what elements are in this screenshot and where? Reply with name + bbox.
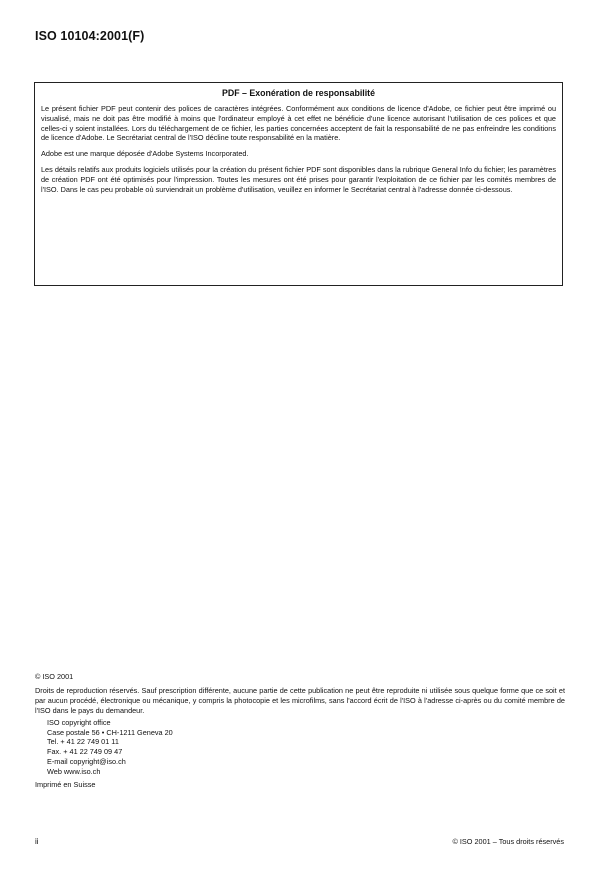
disclaimer-title: PDF – Exonération de responsabilité [221,88,375,98]
address-web: Web www.iso.ch [47,767,101,777]
page-number: ii [35,837,39,846]
footer-copyright: © ISO 2001 – Tous droits réservés [452,837,564,846]
copyright-block [35,672,565,790]
address-fax: Fax. + 41 22 749 09 47 [47,747,123,757]
address-email: E-mail copyright@iso.ch [47,757,126,767]
pdf-disclaimer-box [34,82,563,286]
disclaimer-paragraph-details: Les détails relatifs aux produits logiciels utilisés pour la création du présent fichier PDF sont disponibles dans la rubrique General Info du fichier; les paramètres de création PDF ont été optimisés pour l'impression. Toutes les mesures ont été prises pour garantir l'exploitation de ce fichier par les comités membres de l'ISO. Dans le cas peu probable où surviendrait un problème d'utilisation, veuillez en informer le Secrétariat central à l'adresse donnée ci-dessous. [41,164,556,194]
iso-address-block [47,718,565,777]
printed-in-text: Imprimé en Suisse [35,780,96,790]
disclaimer-paragraph-fonts: Le présent fichier PDF peut contenir des polices de caractères intégrées. Conformément aux conditions de licence d'Adobe, ce fichier peut être imprimé ou visualisé, mais ne doit pas être modifié à moins que l'ordinateur employé à cet effet ne bénéficie d'une licence autorisant l'utilisation de ces polices et que celles-ci y soient installées. Lors du téléchargement de ce fichier, les parties concernées acceptent de fait la responsabilité de ne pas enfreindre les conditions de licence d'Adobe. Le Secrétariat central de l'ISO décline toute responsabilité en la matière. [41,104,556,143]
document-id: ISO 10104:2001(F) [35,29,145,43]
address-telephone: Tel. + 41 22 749 01 11 [47,737,119,747]
copyright-notice: © ISO 2001 [35,672,74,681]
address-postal: Case postale 56 • CH-1211 Geneva 20 [47,727,173,737]
reproduction-rights-text: Droits de reproduction réservés. Sauf prescription différente, aucune partie de cette publication ne peut être reproduite ni utilisée sous quelque forme que ce soit et par aucun procédé, électronique ou mécanique, y compris la photocopie et les microfilms, sans l'accord écrit de l'ISO à l'adresse ci-après ou du comité membre de l'ISO dans le pays du demandeur. [35,685,565,715]
disclaimer-paragraph-trademark: Adobe est une marque déposée d'Adobe Systems Incorporated. [41,149,249,159]
address-office: ISO copyright office [47,717,111,727]
